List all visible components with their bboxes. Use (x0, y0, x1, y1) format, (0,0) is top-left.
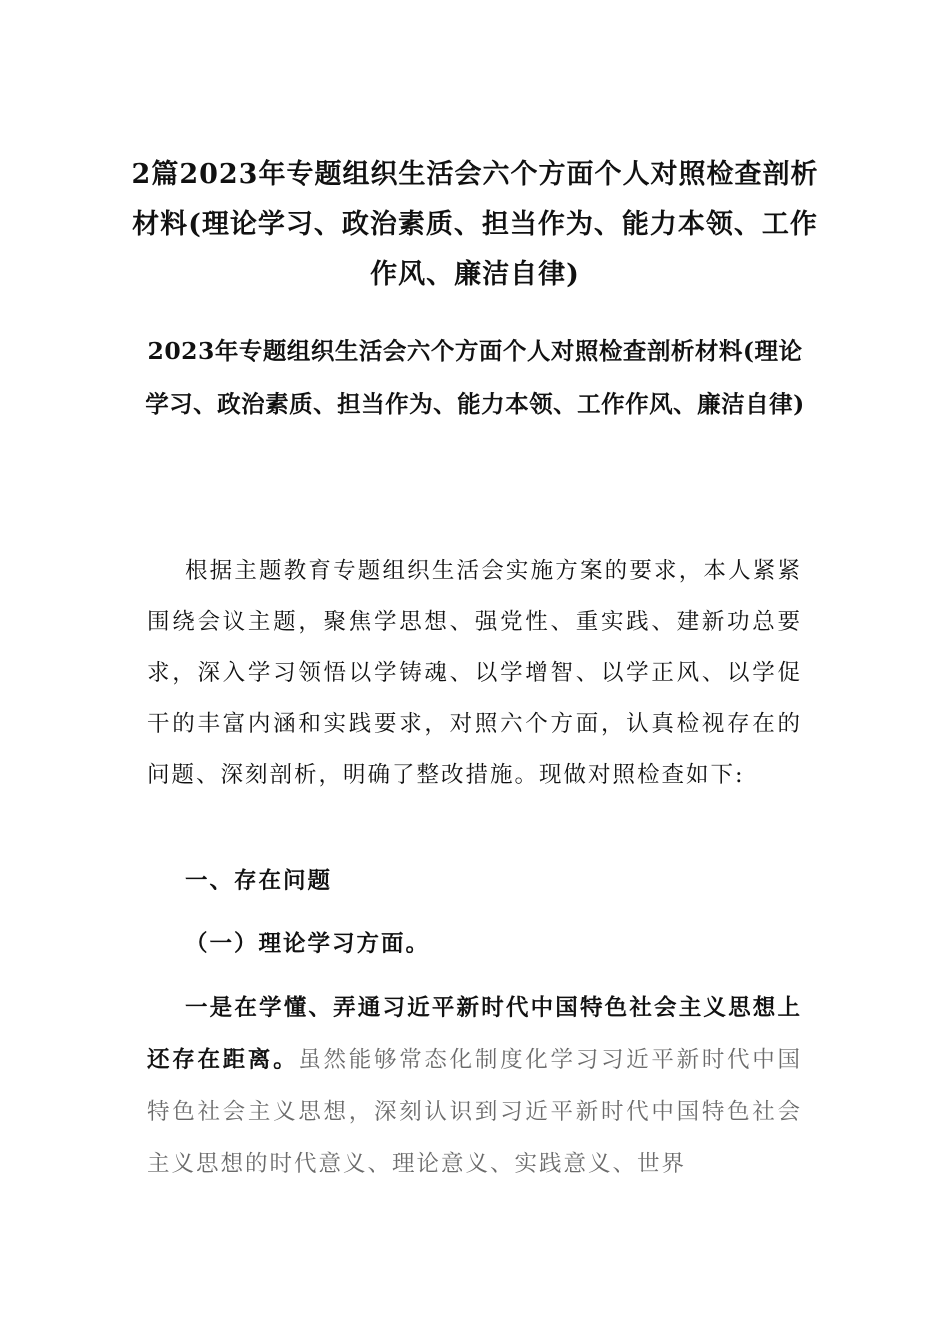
intro-paragraph: 根据主题教育专题组织生活会实施方案的要求，本人紧紧围绕会议主题，聚焦学思想、强党性、重实践、建新功总要求，深入学习领悟以学铸魂、以学增智、以学正风、以学促干的丰富内涵和实践要求，对照六个方面，认真检视存在的问题、深刻剖析，明确了整改措施。现做对照检查如下: (147, 558, 802, 788)
point-one-paragraph (147, 982, 802, 1190)
subsection-heading-theory-study: （一）理论学习方面。 (185, 931, 431, 957)
section-heading-problems: 一、存在问题 (185, 868, 333, 894)
document-main-title: 2篇2023年专题组织生活会六个方面个人对照检查剖析材料(理论学习、政治素质、担当作为、能力本领、工作作风、廉洁自律) (131, 159, 819, 290)
point-one-lead: 一是在学懂、弄通习近平新时代中国特色社会主义思想上还存在距离。 (147, 995, 802, 1073)
point-one-body: 虽然能够常态化制度化学习习近平新时代中国特色社会主义思想，深刻认识到习近平新时代中国特色社会主义思想的时代意义、理论意义、实践意义、世界 (147, 1047, 802, 1177)
document-sub-title: 2023年专题组织生活会六个方面个人对照检查剖析材料(理论学习、政治素质、担当作为、能力本领、工作作风、廉洁自律) (145, 337, 805, 418)
